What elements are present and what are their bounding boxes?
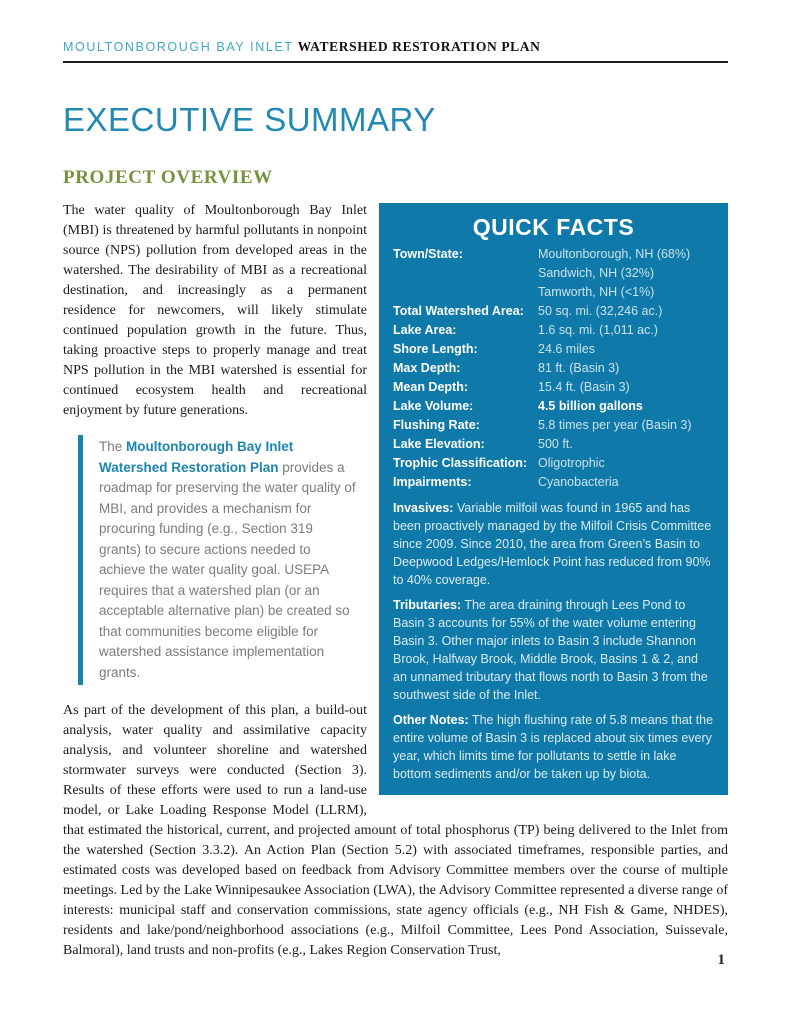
fact-label: Total Watershed Area: (393, 304, 524, 318)
fact-value: 4.5 billion gallons (538, 399, 643, 413)
fact-label: Mean Depth: (393, 380, 468, 394)
fact-row-lake-elevation (393, 435, 714, 454)
quick-facts-box (379, 203, 728, 795)
fact-value: Oligotrophic (538, 456, 605, 470)
fact-row-trophic-classification (393, 454, 714, 473)
fact-row-town-state (393, 245, 714, 302)
fact-value: Cyanobacteria (538, 475, 619, 489)
fact-value: 15.4 ft. (Basin 3) (538, 380, 630, 394)
fact-value-line: Tamworth, NH (<1%) (538, 285, 655, 299)
fact-value-line: Sandwich, NH (32%) (538, 266, 655, 280)
header-title-primary: MOULTONBOROUGH BAY INLET (63, 40, 294, 54)
fact-row-impairments (393, 473, 714, 492)
note-label: Other Notes: (393, 713, 469, 727)
quick-facts-title: QUICK FACTS (472, 214, 635, 240)
fact-label: Trophic Classification: (393, 456, 528, 470)
fact-value-line: Moultonborough, NH (68%) (538, 247, 691, 261)
quick-facts-note-other (393, 711, 714, 783)
quick-facts-note-invasives (393, 499, 714, 589)
development-paragraph: As part of the development of this plan, a build-out analysis, water quality and assimilative capacity analysis, and volunteer shoreline and watershed stormwater surveys were conducted (Section 3). Results of these efforts were used to run a land-use model, or Lake Loading Response Model (LLRM), that estimated the historical, current, and projected amount of total phosphorus (TP) being delivered to the Inlet from the watershed (Section 3.3.2). An Action Plan (Section 5.2) with associated timeframes, responsible parties, and estimated costs was developed based on feedback from Advisory Committee members over the course of multiple meetings. Led by the Lake Winnipesaukee Association (LWA), the Advisory Committee represented a diverse range of interests: municipal staff and conservation commissions, state agency officials (e.g., NH Fish & Game, NHDES), residents and lake/pond/neighborhood associations (e.g., Milfoil Committee, Lees Pond Association, Suissevale, Balmoral), land trusts and non-profits (e.g., Lakes Region Conservation Trust, (63, 703, 728, 958)
note-label: Invasives: (393, 501, 454, 515)
fact-value: 24.6 miles (538, 342, 595, 356)
pull-quote (78, 435, 357, 685)
quote-rest: provides a roadmap for preserving the water quality of MBI, and provides a mechanism for procuring funding (e.g., Section 319 grants) to secure actions needed to achieve the water quality goal. USEPA requires that a watershed plan (or an acceptable alternative plan) be created so that communities become eligible for watershed assistance implementation grants. (99, 459, 356, 680)
fact-row-watershed-area (393, 302, 714, 321)
note-text: The high flushing rate of 5.8 means that the entire volume of Basin 3 is replaced about six times every year, which limits time for pollutants to settle in lake bottom sediments and/or be taken up by biota. (393, 713, 714, 781)
page-content (63, 201, 728, 961)
fact-label: Flushing Rate: (393, 418, 480, 432)
fact-label: Shore Length: (393, 342, 478, 356)
note-label: Tributaries: (393, 598, 462, 612)
quote-plan-name: Moultonborough Bay Inlet Watershed Restoration Plan (99, 439, 294, 475)
fact-row-mean-depth (393, 378, 714, 397)
fact-label: Max Depth: (393, 361, 461, 375)
quote-lead: The (99, 439, 127, 454)
page-number: 1 (717, 952, 725, 968)
fact-value: 500 ft. (538, 437, 573, 451)
fact-value: 81 ft. (Basin 3) (538, 361, 620, 375)
fact-value (538, 245, 714, 302)
fact-value: 5.8 times per year (Basin 3) (538, 418, 692, 432)
fact-value: 50 sq. mi. (32,246 ac.) (538, 304, 663, 318)
fact-label: Lake Volume: (393, 399, 474, 413)
fact-row-shore-length (393, 340, 714, 359)
header-title-secondary: WATERSHED RESTORATION PLAN (297, 39, 541, 54)
fact-row-max-depth (393, 359, 714, 378)
note-text: The area draining through Lees Pond to Basin 3 accounts for 55% of the water volume entering Basin 3. Other major inlets to Basin 3 include Shannon Brook, Halfway Brook, Middle Brook, Basins 1 & 2, and an unnamed tributary that flows north to Basin 3 from the southwest side of the Inlet. (393, 598, 708, 702)
page-title: EXECUTIVE SUMMARY (63, 101, 436, 138)
fact-row-lake-volume (393, 397, 714, 416)
fact-label: Impairments: (393, 475, 472, 489)
section-heading-project-overview: PROJECT OVERVIEW (63, 167, 273, 188)
quick-facts-note-tributaries (393, 596, 714, 704)
fact-label: Lake Elevation: (393, 437, 485, 451)
fact-label: Town/State: (393, 247, 463, 261)
fact-value: 1.6 sq. mi. (1,011 ac.) (538, 323, 658, 337)
intro-paragraph: The water quality of Moultonborough Bay Inlet (MBI) is threatened by harmful pollutants in nonpoint source (NPS) pollution from developed areas in the watershed. The desirability of MBI as a recreational destination, and increasingly as a permanent residence for newcomers, will likely stimulate continued population growth in the future. Thus, taking proactive steps to properly manage and treat NPS pollution in the MBI watershed is essential for continued ecosystem health and recreational enjoyment by future generations. (63, 203, 367, 418)
note-text: Variable milfoil was found in 1965 and has been proactively managed by the Milfoil Crisis Committee since 2009. Since 2010, the area from Green’s Basin to Deepwood Ledges/Hemlock Point has reduced from 90% to 40% coverage. (393, 501, 712, 587)
document-header (63, 38, 728, 63)
fact-label: Lake Area: (393, 323, 457, 337)
fact-row-flushing-rate (393, 416, 714, 435)
fact-row-lake-area (393, 321, 714, 340)
